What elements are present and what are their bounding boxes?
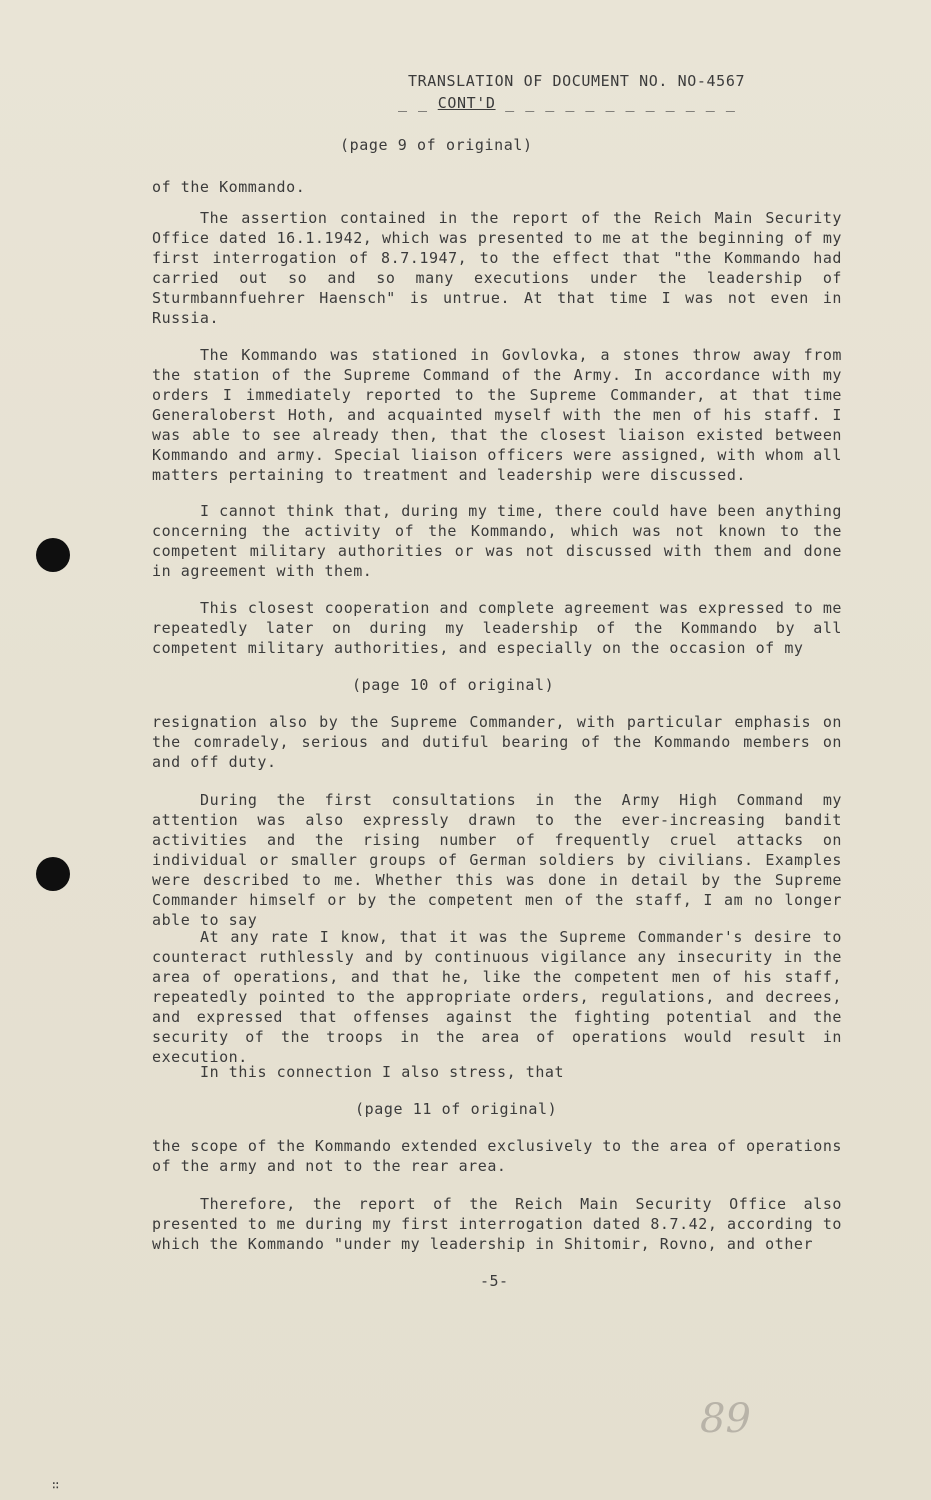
header-trailing-dashes: _ _ _ _ _ _ _ _ _ _ _ _	[505, 94, 736, 112]
original-page-marker-10: (page 10 of original)	[352, 676, 555, 694]
edge-mark: ∷	[52, 1478, 60, 1492]
paragraph-continuation: of the Kommando.	[152, 178, 306, 196]
document-header	[398, 72, 753, 112]
paragraph-resignation: resignation also by the Supreme Commander, with particular emphasis on the comradely, serious and dutiful bearing of the Kommando members on and off duty.	[152, 713, 842, 771]
paragraph-consultations: During the first consultations in the Army High Command my attention was also expressly drawn to the ever-increasing bandit activities and the rising number of frequently cruel attacks on individual or smaller groups of German soldiers by civilians. Examples were described to me. Whether this was done in detail by the Supreme Commander himself or by the competent men of the staff, I am no longer able to say	[152, 791, 842, 929]
paragraph-stationed: The Kommando was stationed in Govlovka, a stones throw away from the station of the Supreme Command of the Army. In accordance with my orders I immediately reported to the Supreme Commander, at that time Generaloberst Hoth, and acquainted myself with the men of his staff. I was able to see already then, that the closest liaison existed between Kommando and army. Special liaison officers were assigned, with whom all matters pertaining to treatment and leadership were discussed.	[152, 346, 842, 484]
paragraph-cooperation: This closest cooperation and complete agreement was expressed to me repeatedly later on during my leadership of the Kommando by all competent military authorities, and especially on the occasion of my	[152, 599, 842, 657]
paragraph-therefore: Therefore, the report of the Reich Main Security Office also presented to me during my first interrogation dated 8.7.42, according to which the Kommando "under my leadership in Shitomir, Rovno, and other	[152, 1195, 842, 1253]
handwritten-page-stamp: 89	[700, 1396, 751, 1442]
paragraph-connection: In this connection I also stress, that	[200, 1063, 565, 1081]
original-page-marker-9: (page 9 of original)	[340, 136, 533, 154]
header-leading-dashes: _ _	[398, 94, 429, 112]
header-contd-line	[398, 94, 753, 112]
paragraph-supreme-commander-desire: At any rate I know, that it was the Supreme Commander's desire to counteract ruthlessly and by continuous vigilance any insecurity in the area of operations, and that he, like the competent men of his staff, repeatedly pointed to the appropriate orders, regulations, and decrees, and expressed that offenses against the fighting potential and the security of the troops in the area of operations would result in execution.	[152, 928, 842, 1066]
punch-hole-lower	[36, 857, 70, 891]
paragraph-cannot-think: I cannot think that, during my time, there could have been anything concerning the activity of the Kommando, which was not known to the competent military authorities or was not discussed with them and done in agreement with them.	[152, 502, 842, 580]
header-title: TRANSLATION OF DOCUMENT NO. NO-4567	[408, 72, 746, 90]
original-page-marker-11: (page 11 of original)	[355, 1100, 558, 1118]
page-number: -5-	[480, 1272, 509, 1290]
paragraph-assertion: The assertion contained in the report of the Reich Main Security Office dated 16.1.1942, which was presented to me at the beginning of my first interrogation of 8.7.1947, to the effect that "the Kommando had carried out so and so many executions under the leadership of Sturmbannfuehrer Haensch" is untrue. At that time I was not even in Russia.	[152, 209, 842, 327]
paragraph-scope: the scope of the Kommando extended exclusively to the area of operations of the army and not to the rear area.	[152, 1137, 842, 1175]
header-contd: CONT'D	[437, 94, 496, 112]
punch-hole-upper	[36, 538, 70, 572]
